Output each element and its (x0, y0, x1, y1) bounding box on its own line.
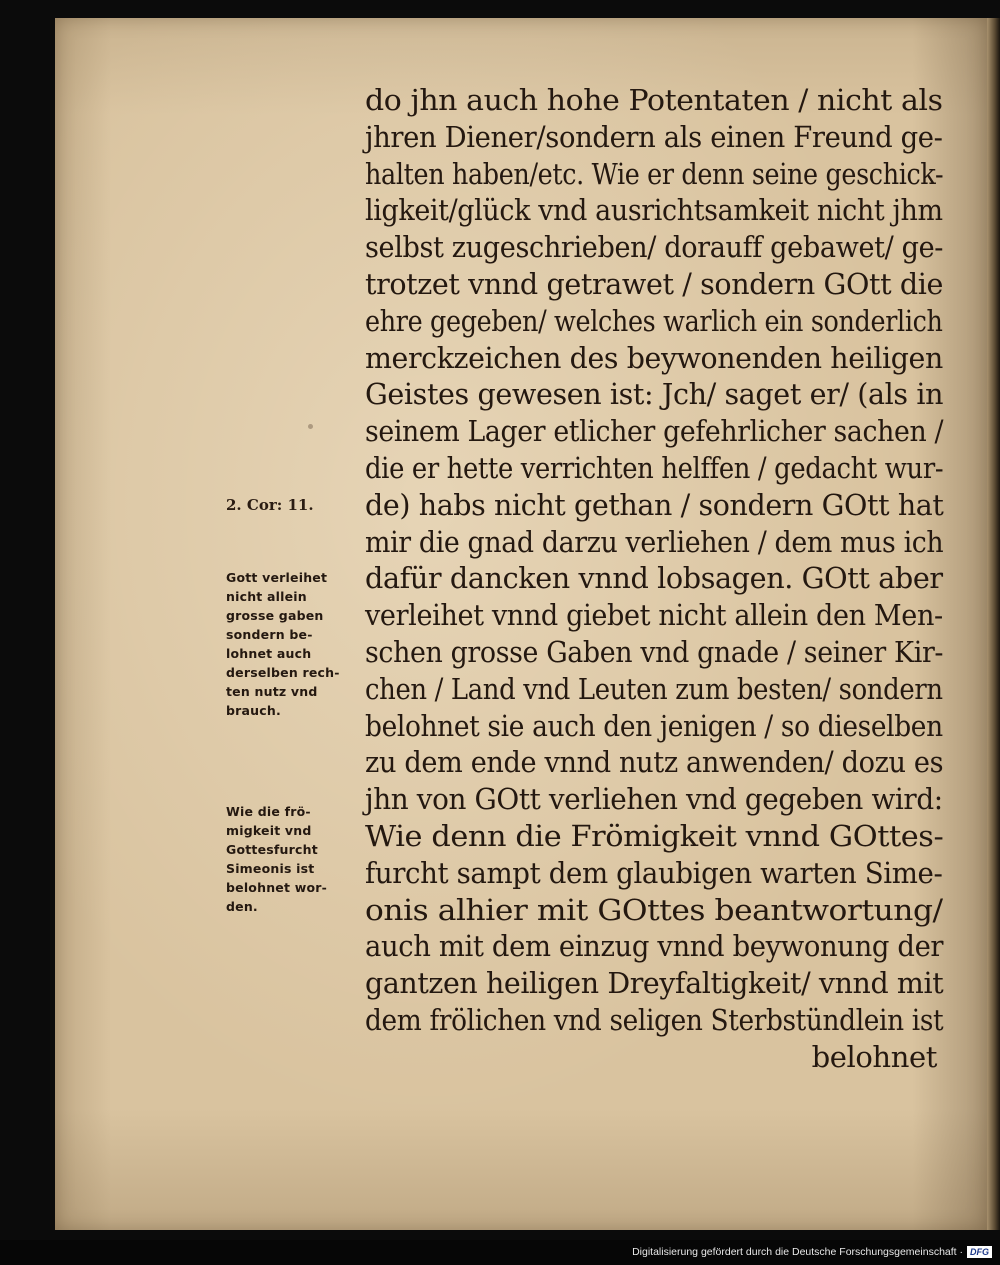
text-line: jhn von GOtt verliehen vnd gegeben wird: (365, 782, 943, 817)
margin-note-line: Gottesfurcht (226, 842, 318, 857)
margin-note-line: lohnet auch (226, 646, 312, 661)
text-line: furcht sampt dem glaubigen warten Sime- (365, 855, 943, 890)
text-line: de) habs nicht gethan / sondern GOtt hat (365, 487, 944, 522)
text-line: zu dem ende vnnd nutz anwenden/ dozu es (365, 745, 944, 780)
text-line: die er hette verrichten helffen / gedacht wur- (365, 450, 944, 485)
paper-speck (308, 424, 313, 429)
margin-note-line: den. (226, 899, 258, 914)
text-line: do jhn auch hohe Potentaten / nicht als (365, 83, 943, 117)
margin-note-gifts (226, 568, 340, 720)
main-text-block (365, 82, 945, 1076)
credit-text: Digitalisierung gefördert durch die Deutsche Forschungsgemeinschaft · (632, 1246, 963, 1258)
dfg-logo: DFG (967, 1246, 992, 1258)
margin-note-line: Wie die frö- (226, 804, 311, 819)
page-edge (987, 18, 1000, 1230)
digitization-credit (632, 1246, 992, 1258)
text-line: trotzet vnnd getrawet / sondern GOtt die (365, 266, 944, 301)
margin-note-line: brauch. (226, 703, 281, 718)
text-line: ligkeit/glück vnd ausrichtsamkeit nicht jhm (365, 193, 943, 228)
text-line: Geistes gewesen ist: Jch/ saget er/ (als in (365, 377, 944, 412)
text-line: dafür dancken vnnd lobsagen. GOtt aber (365, 561, 943, 596)
text-line: chen / Land vnd Leuten zum besten/ sondern (365, 671, 943, 706)
text-line: gantzen heiligen Dreyfaltigkeit/ vnnd mit (365, 966, 944, 1001)
text-line: dem frölichen vnd seligen Sterbstündlein ist (365, 1002, 944, 1037)
text-line: seinem Lager etlicher gefehrlicher sachen / (365, 414, 944, 449)
text-line: Wie denn die Frömigkeit vnnd GOttes- (365, 818, 944, 853)
text-line: jhren Diener/sondern als einen Freund ge- (365, 119, 943, 154)
margin-note-line: migkeit vnd (226, 823, 312, 838)
margin-note-line: nicht allein (226, 589, 307, 604)
text-line: belohnet sie auch den jenigen / so dieselben (365, 708, 943, 743)
text-line: schen grosse Gaben vnd gnade / seiner Kir- (365, 634, 944, 669)
margin-note-line: derselben rech- (226, 665, 340, 680)
margin-note-line: grosse gaben (226, 608, 324, 623)
margin-note-line: belohnet wor- (226, 880, 327, 895)
margin-note-line: sondern be- (226, 627, 313, 642)
text-line: verleihet vnnd giebet nicht allein den Men- (365, 598, 943, 633)
text-line: halten haben/etc. Wie er denn seine geschick- (365, 156, 944, 191)
margin-bible-reference: 2. Cor: 11. (226, 496, 314, 514)
text-line: auch mit dem einzug vnnd beywonung der (365, 929, 944, 964)
text-line: selbst zugeschrieben/ dorauff gebawet/ ge- (365, 230, 944, 265)
margin-note-simeon (226, 802, 327, 916)
text-line: mir die gnad darzu verliehen / dem mus ich (365, 524, 944, 559)
margin-note-line: Simeonis ist (226, 861, 315, 876)
text-line: ehre gegeben/ welches warlich ein sonderlich (365, 303, 943, 338)
margin-note-line: Gott verleihet (226, 570, 328, 585)
catchword: belohnet (811, 1039, 937, 1074)
margin-note-line: ten nutz vnd (226, 684, 318, 699)
text-line: merckzeichen des beywonenden heiligen (365, 340, 943, 375)
text-line: onis alhier mit GOttes beantwortung/ (365, 892, 943, 927)
